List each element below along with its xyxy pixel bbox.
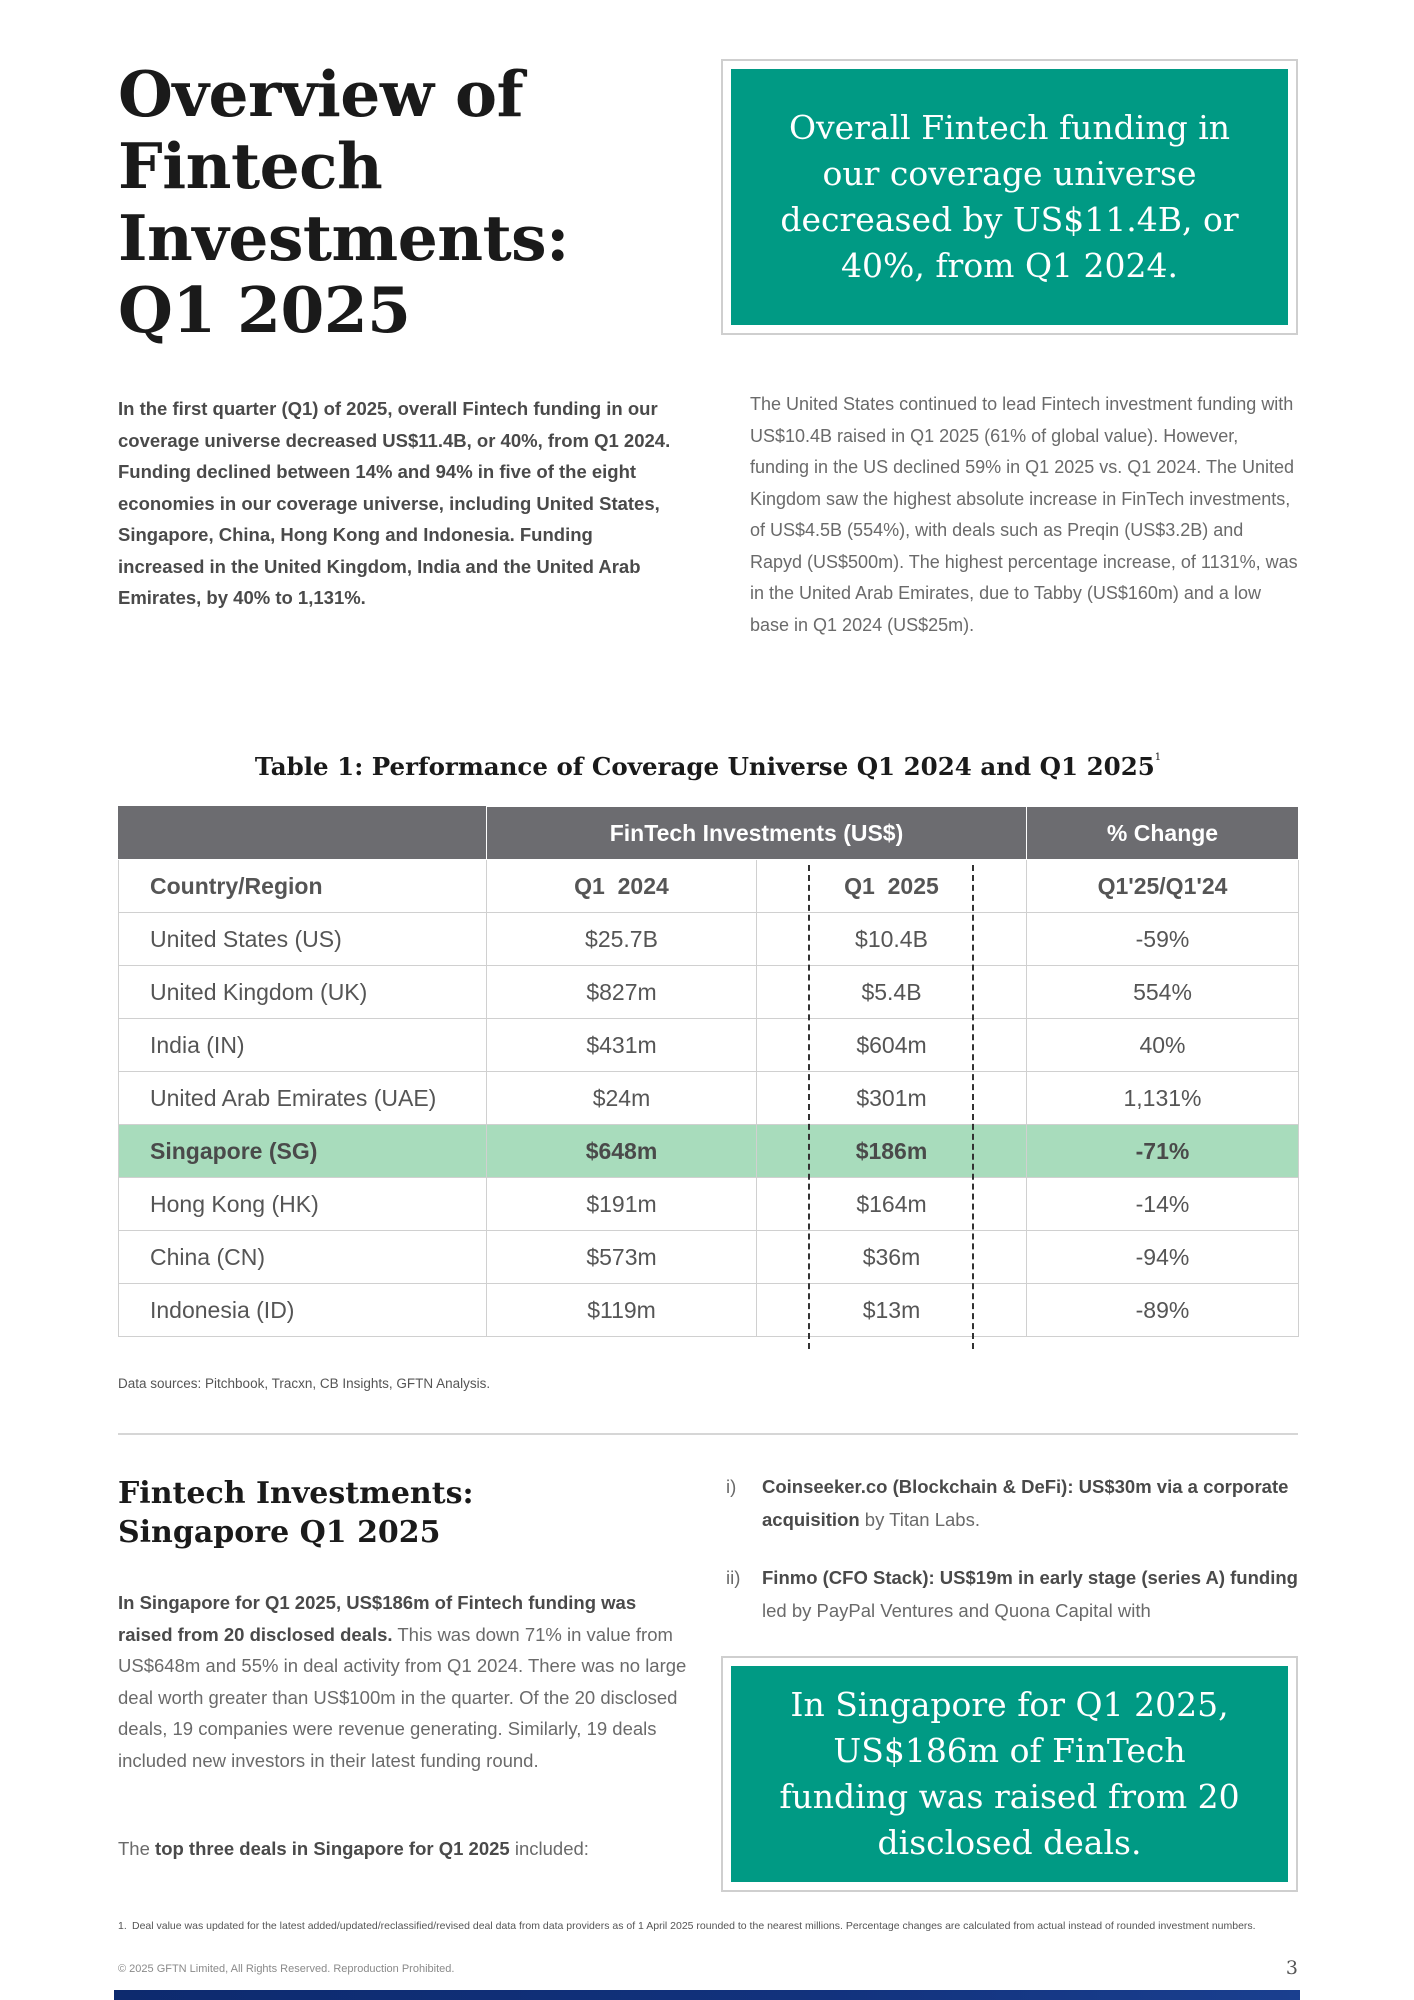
callout-box-singapore — [721, 1656, 1298, 1892]
cell-change: -89% — [1027, 1284, 1299, 1337]
deal-text — [726, 1470, 1306, 1536]
singapore-heading — [118, 1474, 678, 1552]
header-change: % Change — [1027, 807, 1299, 860]
table-group-header — [119, 807, 1299, 860]
cell-q1-2025: $5.4B — [757, 966, 1027, 1019]
footnote — [118, 1920, 1298, 1933]
deal-number: ii) — [726, 1567, 741, 1588]
deal-rest: led by PayPal Ventures and Quona Capital with — [762, 1600, 1151, 1621]
table-row — [119, 1019, 1299, 1072]
table-title-text: Table 1: Performance of Coverage Universe Q1 2024 and Q1 2025 — [254, 752, 1155, 781]
table-row-highlighted — [119, 1125, 1299, 1178]
cell-change: -59% — [1027, 913, 1299, 966]
cell-q1-2025: $186m — [757, 1125, 1027, 1178]
title-line: Fintech — [118, 129, 383, 203]
table-row — [119, 1178, 1299, 1231]
table-row — [119, 966, 1299, 1019]
table-row — [119, 1072, 1299, 1125]
data-sources-note: Data sources: Pitchbook, Tracxn, CB Insights, GFTN Analysis. — [118, 1376, 491, 1391]
column-header-change: Q1'25/Q1'24 — [1027, 860, 1299, 913]
cell-change: 554% — [1027, 966, 1299, 1019]
cell-q1-2024: $119m — [487, 1284, 757, 1337]
column-header-q1-2024: Q1 2024 — [487, 860, 757, 913]
cell-q1-2025: $164m — [757, 1178, 1027, 1231]
top-deals-pre: The — [118, 1838, 156, 1859]
deal-text — [726, 1561, 1306, 1627]
cell-country: United States (US) — [119, 913, 487, 966]
page-title — [118, 58, 638, 346]
intro-detail: The United States continued to lead Fintech investment funding with US$10.4B raised in Q1 2025 (61% of global value). However, funding in the US declined 59% in Q1 2025 vs. Q1 2024. The United Kingdom saw the highest absolute increase in FinTech investments, of US$4.5B (554%), with deals such as Preqin (US$3.2B) and Rapyd (US$500m). The highest percentage increase, of 1131%, was in the United Arab Emirates, due to Tabby (US$160m) and a low base in Q1 2024 (US$25m). — [750, 394, 1298, 635]
table-row — [119, 1284, 1299, 1337]
top-deals-intro — [118, 1838, 693, 1860]
footnote-text: Deal value was updated for the latest added/updated/reclassified/revised deal data from data providers as of 1 April 2025 rounded to the nearest millions. Percentage changes are calculated from actual instead of rounded investment numbers. — [132, 1920, 1256, 1932]
deal-number: i) — [726, 1476, 737, 1497]
deal-bold: Coinseeker.co (Blockchain & DeFi): US$30m via a corporate acquisition — [762, 1476, 1289, 1530]
cell-change: 40% — [1027, 1019, 1299, 1072]
callout-text: Overall Fintech funding in our coverage universe decreased by US$11.4B, or 40%, from Q1 2024. — [731, 69, 1288, 325]
table-row — [119, 913, 1299, 966]
top-deals-bold: top three deals in Singapore for Q1 2025 — [155, 1838, 510, 1859]
singapore-summary-bold: In Singapore for Q1 2025, US$186m of Fintech funding was raised from 20 disclosed deals. — [118, 1592, 637, 1645]
table-title — [118, 752, 1298, 781]
cell-country: Indonesia (ID) — [119, 1284, 487, 1337]
deal-rest: by Titan Labs. — [859, 1509, 980, 1530]
cell-q1-2025: $36m — [757, 1231, 1027, 1284]
header-blank — [119, 807, 487, 860]
performance-table — [118, 806, 1299, 1337]
table-column-header — [119, 860, 1299, 913]
column-header-country: Country/Region — [119, 860, 487, 913]
cell-q1-2024: $25.7B — [487, 913, 757, 966]
footnote-ref: 1 — [1154, 752, 1162, 763]
callout-text: In Singapore for Q1 2025, US$186m of FinTech funding was raised from 20 disclosed deals. — [731, 1666, 1288, 1882]
cell-change: -94% — [1027, 1231, 1299, 1284]
header-investments: FinTech Investments (US$) — [487, 807, 1027, 860]
page-number: 3 — [1285, 1957, 1298, 1979]
cell-country: United Kingdom (UK) — [119, 966, 487, 1019]
cell-change: -71% — [1027, 1125, 1299, 1178]
column-header-q1-2025: Q1 2025 — [757, 860, 1027, 913]
cell-country: India (IN) — [119, 1019, 487, 1072]
cell-q1-2025: $301m — [757, 1072, 1027, 1125]
section-divider — [118, 1433, 1298, 1435]
cell-change: 1,131% — [1027, 1072, 1299, 1125]
cell-country: China (CN) — [119, 1231, 487, 1284]
cell-q1-2025: $10.4B — [757, 913, 1027, 966]
cell-q1-2024: $573m — [487, 1231, 757, 1284]
cell-country: United Arab Emirates (UAE) — [119, 1072, 487, 1125]
cell-q1-2024: $191m — [487, 1178, 757, 1231]
footnote-number: 1. — [118, 1920, 127, 1932]
heading-line: Fintech Investments: — [118, 1476, 474, 1511]
deal-item — [726, 1470, 1306, 1536]
cell-q1-2024: $431m — [487, 1019, 757, 1072]
cell-country: Singapore (SG) — [119, 1125, 487, 1178]
cell-q1-2025: $13m — [757, 1284, 1027, 1337]
deal-bold: Finmo (CFO Stack): US$19m in early stage (series A) funding — [762, 1567, 1298, 1588]
intro-summary: In the first quarter (Q1) of 2025, overall Fintech funding in our coverage universe decreased US$11.4B, or 40%, from Q1 2024. Funding declined between 14% and 94% in five of the eight economies in our coverage universe, including United States, Singapore, China, Hong Kong and Indonesia. Funding increased in the United Kingdom, India and the United Arab Emirates, by 40% to 1,131%. — [118, 398, 671, 608]
cell-q1-2024: $827m — [487, 966, 757, 1019]
cell-q1-2025: $604m — [757, 1019, 1027, 1072]
copyright: © 2025 GFTN Limited, All Rights Reserved. Reproduction Prohibited. — [118, 1963, 455, 1975]
singapore-summary — [118, 1587, 693, 1776]
cell-q1-2024: $648m — [487, 1125, 757, 1178]
cell-change: -14% — [1027, 1178, 1299, 1231]
table-row — [119, 1231, 1299, 1284]
heading-line: Singapore Q1 2025 — [118, 1515, 441, 1550]
title-line: Overview of — [118, 57, 524, 131]
top-deals-post: included: — [509, 1838, 589, 1859]
cell-country: Hong Kong (HK) — [119, 1178, 487, 1231]
callout-box-overall — [721, 59, 1298, 335]
footer-bar — [114, 1990, 1300, 2000]
title-line: Investments: — [118, 201, 569, 275]
singapore-summary-text: This was down 71% in value from US$648m and 55% in deal activity from Q1 2024. There was no large deal worth greater than US$100m in the quarter. Of the 20 disclosed deals, 19 companies were revenue generating. Similarly, 19 deals included new investors in their latest funding round. — [118, 1623, 687, 1771]
title-line: Q1 2025 — [118, 273, 411, 347]
cell-q1-2024: $24m — [487, 1072, 757, 1125]
deal-item — [726, 1561, 1306, 1627]
